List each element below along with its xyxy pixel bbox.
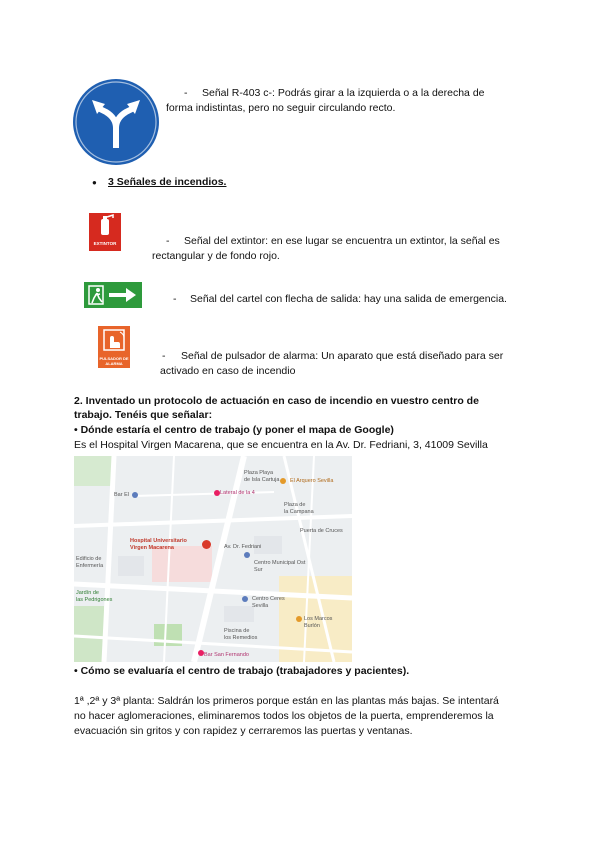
map-label-garden: Jardín de las Pedrigones	[76, 590, 113, 603]
protocol-heading-line2: trabajo. Tenéis que señalar:	[74, 409, 213, 421]
salida-dash: -	[173, 293, 177, 305]
answer-line3: evacuación sin gritos y con rapidez y cerraremos las puertas y ventanas.	[74, 725, 413, 737]
pulsador-dash: -	[162, 350, 166, 362]
answer-line2: no hacer aglomeraciones, eliminaremos todos los objetos de la puerta, emprenderemos la	[74, 710, 494, 722]
question-location: • Dónde estaría el centro de trabajo (y poner el mapa de Google)	[74, 424, 394, 436]
pulsador-text-line1: Señal de pulsador de alarma: Un aparato que está diseñado para ser	[181, 350, 504, 362]
map-label-lateral: Lateral de la 4	[220, 490, 255, 496]
bullet-icon: ●	[92, 178, 97, 187]
extintor-sign-icon	[89, 213, 121, 251]
poi-pin-icon[interactable]	[242, 596, 248, 602]
answer-line1: 1ª ,2ª y 3ª planta: Saldrán los primeros porque están en las plantas más bajas. Se intentará	[74, 695, 499, 707]
r403-sign-icon	[72, 78, 160, 166]
pulsador-icon-label: PULSADOR DE ALARMA	[99, 356, 129, 366]
r403-dash: -	[184, 87, 188, 99]
map-label-plaza: Plaza Playa de Isla Cartuja	[244, 470, 280, 483]
google-map[interactable]	[74, 456, 352, 662]
map-label-puerta: Puerta de Cruces	[300, 528, 343, 534]
map-label-ceres: Centro Ceres Sevilla	[252, 596, 285, 609]
protocol-heading-line1: 2. Inventado un protocolo de actuación en caso de incendio en vuestro centro de	[74, 395, 479, 407]
map-label-arquero: El Arquero Sevilla	[290, 478, 334, 484]
poi-pin-icon[interactable]	[280, 478, 286, 484]
map-label-hospital: Hospital Universitario Virgen Macarena	[130, 538, 187, 551]
map-label-campo: Plaza de la Campana	[284, 502, 314, 515]
map-label-san-fer: Bar San Fernando	[204, 652, 249, 658]
r403-text-line1: Señal R-403 c-: Podrás girar a la izquierda o a la derecha de	[202, 87, 485, 99]
extintor-dash: -	[166, 235, 170, 247]
pulsador-text-line2: activado en caso de incendio	[160, 365, 296, 377]
map-label-enfermeria: Edificio de Enfermería	[76, 556, 104, 569]
map-label-burlon: Los Marcos Burlón	[304, 616, 333, 629]
map-label-bar: Bar El	[114, 492, 129, 498]
map-label-muelle: Centro Municipal Ost Sur	[254, 560, 306, 573]
map-label-piscina: Piscina de los Remedios	[224, 628, 258, 641]
extintor-text-line1: Señal del extintor: en ese lugar se encuentra un extintor, la señal es	[184, 235, 500, 247]
r403-text-line2: forma indistintas, pero no seguir circulando recto.	[166, 102, 396, 114]
map-label-fedriani: Av. Dr. Fedriani	[224, 544, 262, 550]
hospital-address: Es el Hospital Virgen Macarena, que se encuentra en la Av. Dr. Fedriani, 3, 41009 Sevilla	[74, 439, 488, 451]
pulsador-sign-icon	[98, 326, 130, 368]
section-heading-fire-signs: 3 Señales de incendios.	[108, 176, 227, 188]
poi-pin-icon[interactable]	[244, 552, 250, 558]
extintor-text-line2: rectangular y de fondo rojo.	[152, 250, 280, 262]
hospital-pin-icon[interactable]	[202, 540, 211, 549]
poi-pin-icon[interactable]	[198, 650, 204, 656]
poi-pin-icon[interactable]	[132, 492, 138, 498]
salida-text-line1: Señal del cartel con flecha de salida: hay una salida de emergencia.	[190, 293, 507, 305]
poi-pin-icon[interactable]	[296, 616, 302, 622]
poi-pin-icon[interactable]	[214, 490, 220, 496]
exit-sign-icon	[84, 282, 142, 308]
extintor-icon-label: EXTINTOR	[93, 241, 117, 246]
question-evaluation: • Cómo se evaluaría el centro de trabajo (trabajadores y pacientes).	[74, 665, 410, 677]
